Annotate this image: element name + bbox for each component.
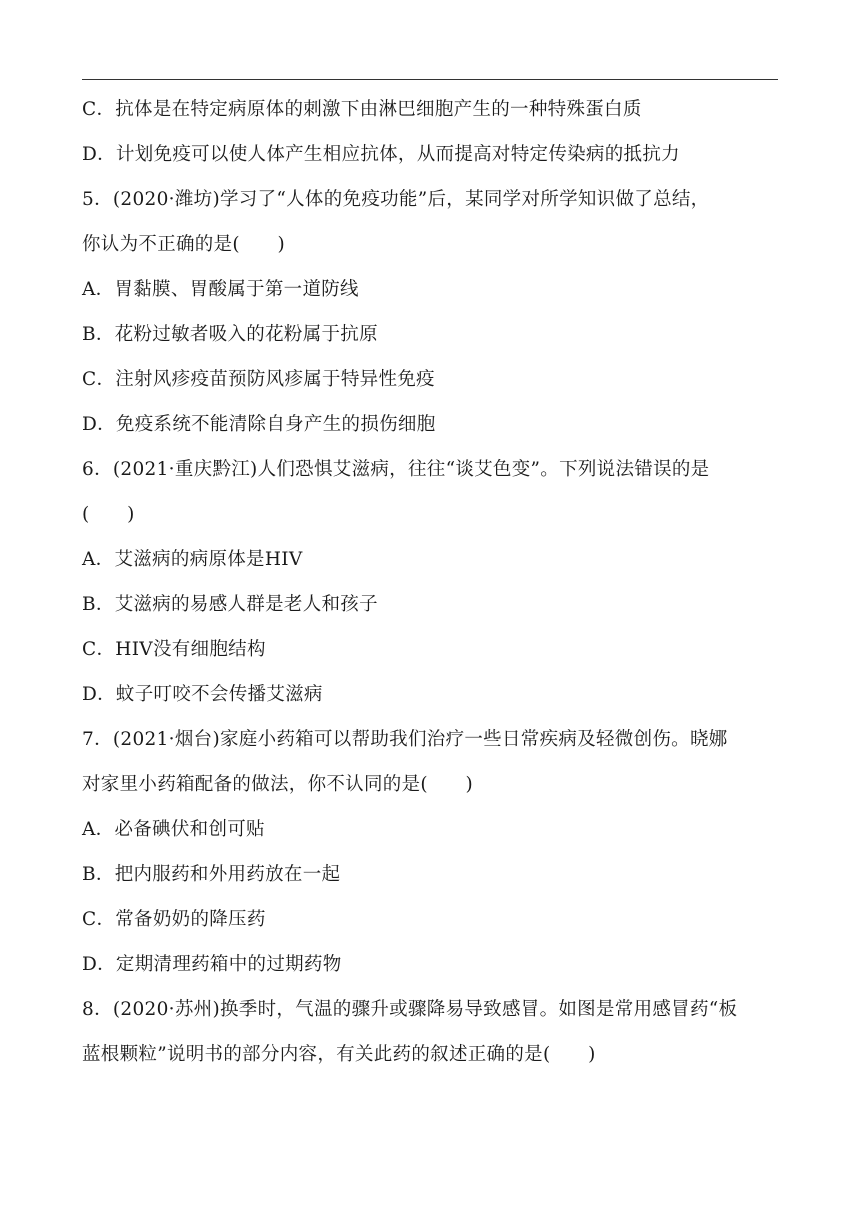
text-line: D．蚊子叮咬不会传播艾滋病 — [82, 684, 323, 705]
text-line: C．注射风疹疫苗预防风疹属于特异性免疫 — [82, 369, 435, 390]
text-line: 8．(2020·苏州)换季时，气温的骤升或骤降易导致感冒。如图是常用感冒药“板 — [82, 999, 738, 1020]
text-line: ( ) — [82, 504, 135, 525]
text-line: B．花粉过敏者吸入的花粉属于抗原 — [82, 324, 378, 345]
text-line: 5．(2020·潍坊)学习了“人体的免疫功能”后，某同学对所学知识做了总结， — [82, 189, 710, 210]
text-line: A．必备碘伏和创可贴 — [82, 819, 265, 840]
text-line: 6．(2021·重庆黔江)人们恐惧艾滋病，往往“谈艾色变”。下列说法错误的是 — [82, 459, 710, 480]
text-line: C．抗体是在特定病原体的刺激下由淋巴细胞产生的一种特殊蛋白质 — [82, 99, 642, 120]
text-line: C．常备奶奶的降压药 — [82, 909, 266, 930]
text-line: 你认为不正确的是( ) — [82, 234, 286, 255]
text-line: D．定期清理药箱中的过期药物 — [82, 954, 342, 975]
text-line: D．计划免疫可以使人体产生相应抗体，从而提高对特定传染病的抵抗力 — [82, 144, 680, 165]
text-line: 对家里小药箱配备的做法，你不认同的是( ) — [82, 774, 474, 795]
text-line: A．胃黏膜、胃酸属于第一道防线 — [82, 279, 359, 300]
text-line: A．艾滋病的病原体是HIV — [82, 549, 303, 570]
text-line: 蓝根颗粒”说明书的部分内容，有关此药的叙述正确的是( ) — [82, 1044, 596, 1065]
text-line: B．把内服药和外用药放在一起 — [82, 864, 341, 885]
text-line: C．HIV没有细胞结构 — [82, 639, 266, 660]
text-line: B．艾滋病的易感人群是老人和孩子 — [82, 594, 378, 615]
header-rule — [82, 79, 778, 80]
text-line: 7．(2021·烟台)家庭小药箱可以帮助我们治疗一些日常疾病及轻微创伤。晓娜 — [82, 729, 728, 750]
question-text — [82, 87, 782, 1077]
text-line: D．免疫系统不能清除自身产生的损伤细胞 — [82, 414, 436, 435]
